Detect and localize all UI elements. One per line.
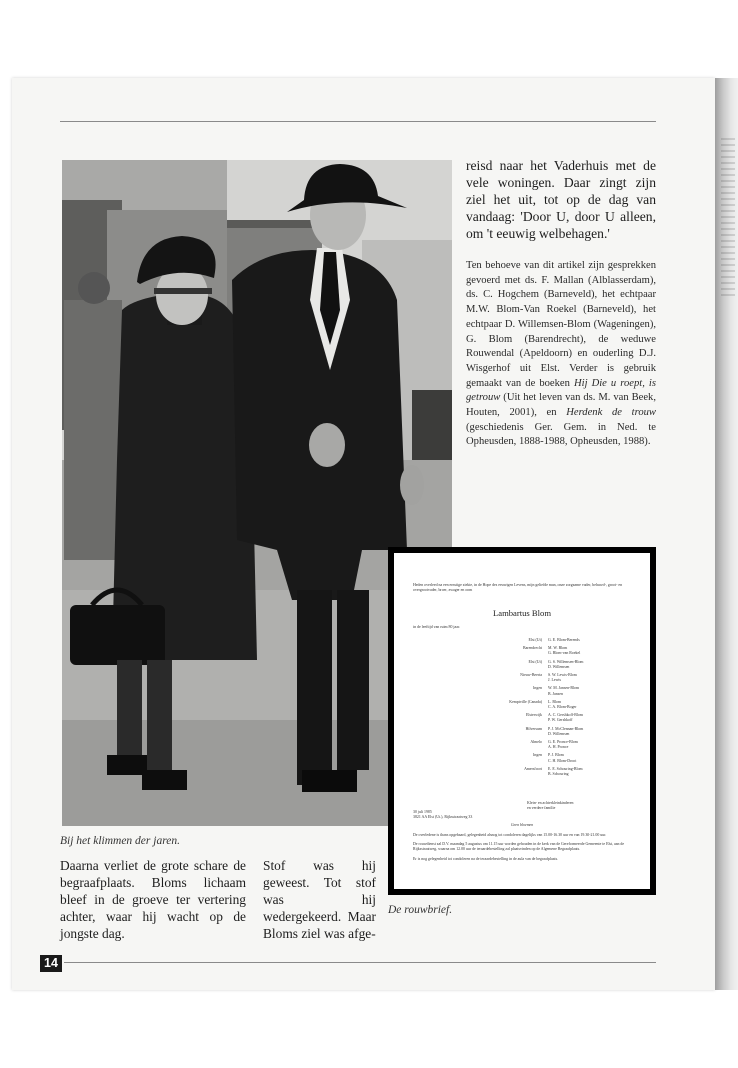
relative-row	[454, 638, 644, 643]
card-notes	[413, 833, 645, 866]
relative-place: Ingen	[533, 753, 542, 758]
card-intro: Heden overleed na een ernstige ziekte, in de Hope des eeuwigen Levens, mijn geliefde man, onze zorgzame vader, behuwd-, groot- en overgrootvader, broer, zwager en oom	[413, 583, 623, 593]
relative-names: E. E. Schouring-Blom B. Schouring	[548, 766, 583, 777]
mourning-card	[388, 547, 656, 895]
relative-row	[454, 646, 644, 656]
book-title-2: Herdenk de trouw	[566, 407, 656, 419]
relative-place: Almelo	[530, 740, 542, 745]
next-page-edge	[715, 78, 738, 990]
body-column-middle: Stof was hij geweest. Tot stof was hij wedergekeerd. Maar Bloms ziel was afge-	[263, 858, 376, 941]
relative-place: Elsterwijk	[526, 713, 542, 718]
relative-place: Hilversum	[525, 726, 542, 731]
relative-place: Elst (Ut)	[528, 659, 542, 664]
relatives-list	[454, 638, 644, 780]
relative-place: Barendrecht	[522, 646, 542, 651]
family-closing: Klein- en achterkleinkinderen en verdere familie	[527, 801, 574, 811]
relative-row	[454, 753, 644, 763]
body-column-right: reisd naar het Vaderhuis met de vele woningen. Daar zingt zijn ziel het uit, tot op de dag van vandaag: 'Door U, door U alleen, om 't eeuwig welbehagen.'	[466, 158, 656, 241]
relative-place: Ingen	[533, 686, 542, 691]
body-column-left: Daarna verliet de grote schare de begraafplaats. Bloms lichaam bleef in de groeve ter vertering achter, waar hij wacht op de jongste dag.	[60, 858, 246, 941]
sources-text-3: (geschiedenis Ger. Gem. in Ned. te Opheusden, 1888-1988, Opheusden, 1988).	[466, 421, 656, 448]
relative-names: G. E. Pronce-Blom A. H. Pronce	[548, 740, 578, 750]
sources-text-2: (Uit het leven van ds. M. van Beek, Houten, 2001), en	[466, 392, 656, 419]
deceased-name: Lambartus Blom	[493, 608, 551, 618]
relative-place: Nieuw-Beerta	[520, 673, 542, 678]
photo-caption: Bij het klimmen der jaren.	[60, 835, 180, 847]
page-number: 14	[40, 955, 62, 972]
relative-row	[454, 713, 644, 723]
relative-names: G. E. Blom-Berends	[548, 638, 580, 642]
sources-note	[466, 259, 656, 450]
relative-names: G. S. Willemsen-Blom D. Willemsen	[548, 659, 584, 669]
relative-names: M. W. Blom G. Blom-van Roekel	[548, 646, 581, 656]
relative-names: S. W. Lewis-Blom J. Lewis	[548, 673, 577, 683]
letter-caption: De rouwbrief.	[388, 904, 453, 916]
relative-names: W. M. Jansen-Blom B. Jansen	[548, 686, 579, 696]
relative-place: Elst (Ut)	[528, 638, 542, 642]
relative-row	[454, 660, 644, 670]
card-note: Er is nog gelegenheid tot condoleren na de teraardebestelling in de aula van de begraafplaats.	[413, 856, 559, 861]
relative-names: P. J. Blom C. H. Blom-Droot	[548, 753, 577, 763]
card-note: De rouwdienst zal D.V. maandag 5 augustus om 11.15 uur worden gehouden in de kerk van de Gereformeerde Gemeente te Elst, aan de Rijksstraatweg, waarna om 12.00 uur de teraardebestelling zal plaatsvinden op de Algemene Begraafplaats.	[413, 842, 625, 852]
book-title-1: Hij Die u roept, is getrouw	[466, 377, 656, 404]
relative-names: L. Blom C. A. Blom-Boger	[548, 699, 577, 710]
relative-row	[454, 686, 644, 696]
relative-row	[454, 740, 644, 750]
relative-place: Amersfoort	[524, 766, 542, 771]
relative-names: A. C. Gershkoff-Blom P. W. Gershkoff	[548, 713, 583, 723]
card-note: De overledene is thans opgebaard, gelegenheid alsnog tot condoleren dagelijks van 15.00-16.30 uur en van 19.30-21.00 uur.	[413, 833, 607, 837]
no-flowers-note: Geen bloemen	[510, 823, 534, 827]
sources-text-1: Ten behoeve van dit artikel zijn gesprekken gevoerd met ds. F. Mallan (Alblasserdam), ds. C. Hogchem (Barneveld), het echtpaar M.W. Blom-Van Roekel (Barneveld), het echtpaar D. Willemsen-Blom (Wageningen), G. Blom (Barendrecht), de weduwe Rouwendal (Apeldoorn) en ouderling D.J. Wisgerhof uit Elst. Verder is gebruik gemaakt van de boeken	[466, 260, 656, 389]
relative-row	[454, 700, 644, 710]
relative-row	[454, 727, 644, 737]
top-rule	[60, 121, 656, 122]
relative-place: Kemptville (Canada)	[509, 699, 542, 704]
relative-row	[454, 673, 644, 683]
card-address: 30 juli 1985 3821 AA Elst (Ut.), Rijksstraatweg 33	[413, 810, 473, 820]
deceased-age: in de leeftijd van ruim 80 jaar.	[413, 625, 460, 629]
mourning-card-body	[394, 553, 650, 889]
bottom-rule	[64, 962, 656, 963]
relative-row	[454, 767, 644, 777]
relative-names: P. J. McClennan-Blom D. Willemsen	[548, 726, 584, 736]
